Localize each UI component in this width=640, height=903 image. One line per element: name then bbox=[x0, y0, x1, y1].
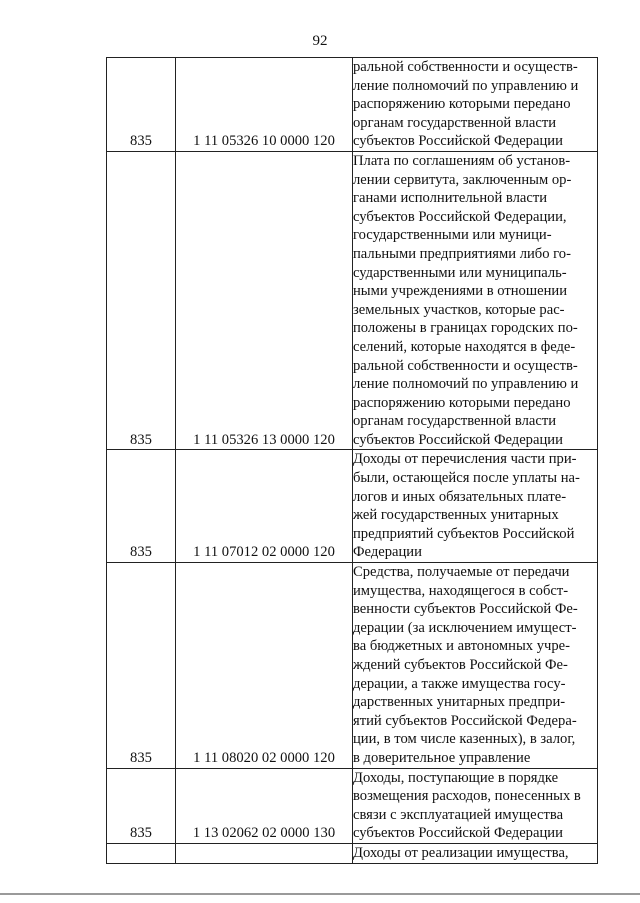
description-line: ление полномочий по управлению и bbox=[353, 376, 579, 393]
description-line: положены в границах городских по- bbox=[353, 320, 578, 337]
description-line: венности субъектов Российской Фе- bbox=[353, 601, 578, 618]
description-line: органам государственной власти bbox=[353, 114, 557, 131]
description-cell bbox=[353, 843, 598, 863]
admin-code-cell: 835 bbox=[107, 768, 176, 843]
description-line: субъектов Российской Федерации bbox=[353, 133, 563, 150]
description-line: логов и иных обязательных плате- bbox=[353, 488, 567, 505]
revenue-codes-table bbox=[106, 57, 598, 864]
description-line: жей государственных унитарных bbox=[353, 507, 559, 524]
description-line: имущества, находящегося в собст- bbox=[353, 582, 569, 599]
description-line: были, остающейся после уплаты на- bbox=[353, 470, 580, 487]
description-line: ганами исполнительной власти bbox=[353, 190, 548, 207]
revenue-code-cell: 1 11 05326 13 0000 120 bbox=[176, 151, 353, 450]
description-line: дерации (за исключением имущест- bbox=[353, 619, 577, 636]
description-line: распоряжению которыми передано bbox=[353, 96, 571, 113]
table-row bbox=[107, 450, 598, 563]
description-cell bbox=[353, 151, 598, 450]
revenue-code-cell bbox=[176, 843, 353, 863]
description-line: Доходы, поступающие в порядке bbox=[353, 769, 559, 786]
description-line: распоряжению которыми передано bbox=[353, 394, 571, 411]
description-line: возмещения расходов, понесенных в bbox=[353, 788, 581, 805]
table-row bbox=[107, 768, 598, 843]
revenue-code-cell: 1 11 05326 10 0000 120 bbox=[176, 58, 353, 152]
description-line: ции, в том числе казенных), в залог, bbox=[353, 731, 576, 748]
admin-code-cell: 835 bbox=[107, 563, 176, 769]
description-cell bbox=[353, 768, 598, 843]
description-line: ждений субъектов Российской Фе- bbox=[353, 657, 568, 673]
description-line: органам государственной власти bbox=[353, 413, 557, 430]
description-line: ва бюджетных и автономных учре- bbox=[353, 638, 570, 655]
description-line: ятий субъектов Российской Федера- bbox=[353, 712, 577, 729]
admin-code-cell: 835 bbox=[107, 151, 176, 450]
admin-code-cell bbox=[107, 843, 176, 863]
description-line: пальными предприятиями либо го- bbox=[353, 245, 571, 262]
description-line: сударственными или муниципаль- bbox=[353, 264, 567, 281]
description-line: государственными или муници- bbox=[353, 227, 552, 244]
scan-edge-line bbox=[0, 893, 640, 895]
description-line: ральной собственности и осуществ- bbox=[353, 357, 578, 374]
description-line: Доходы от перечисления части при- bbox=[353, 451, 577, 468]
description-line: дарственных унитарных предпри- bbox=[353, 694, 566, 711]
description-line: субъектов Российской Федерации, bbox=[353, 208, 567, 225]
description-line: дерации, а также имущества госу- bbox=[353, 675, 566, 692]
table-row bbox=[107, 843, 598, 863]
description-line: в доверительное управление bbox=[353, 749, 531, 766]
table-row bbox=[107, 151, 598, 450]
description-line: предприятий субъектов Российской bbox=[353, 525, 575, 542]
admin-code-cell: 835 bbox=[107, 450, 176, 563]
description-line: земельных участков, которые рас- bbox=[353, 301, 565, 318]
table-row bbox=[107, 563, 598, 769]
description-cell bbox=[353, 563, 598, 769]
description-line: ральной собственности и осуществ- bbox=[353, 59, 578, 75]
description-line: селений, которые находятся в феде- bbox=[353, 338, 576, 355]
description-line: Доходы от реализации имущества, bbox=[353, 844, 569, 861]
description-line: Средства, получаемые от передачи bbox=[353, 564, 570, 581]
page-number: 92 bbox=[312, 33, 328, 49]
revenue-code-cell: 1 13 02062 02 0000 130 bbox=[176, 768, 353, 843]
revenue-code-cell: 1 11 07012 02 0000 120 bbox=[176, 450, 353, 563]
description-cell bbox=[353, 58, 598, 152]
description-line: связи с эксплуатацией имущества bbox=[353, 806, 564, 823]
description-line: лении сервитута, заключенным ор- bbox=[353, 171, 572, 188]
description-cell bbox=[353, 450, 598, 563]
table-body bbox=[107, 58, 598, 864]
description-line: ными учреждениями в отношении bbox=[353, 283, 568, 300]
description-line: ление полномочий по управлению и bbox=[353, 77, 579, 94]
revenue-code-cell: 1 11 08020 02 0000 120 bbox=[176, 563, 353, 769]
description-line: субъектов Российской Федерации bbox=[353, 431, 563, 448]
description-line: Федерации bbox=[353, 544, 422, 561]
admin-code-cell: 835 bbox=[107, 58, 176, 152]
table-row bbox=[107, 58, 598, 152]
description-line: Плата по соглашениям об установ- bbox=[353, 152, 571, 169]
description-line: субъектов Российской Федерации bbox=[353, 825, 563, 842]
